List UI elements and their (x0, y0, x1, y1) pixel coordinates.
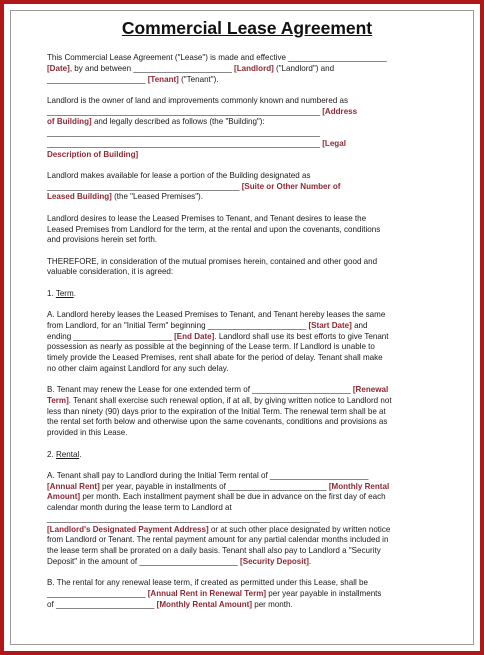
intro-paragraph (47, 53, 447, 85)
date-placeholder: [Date] (47, 63, 70, 73)
suite-placeholder-cont: Leased Building] (47, 192, 112, 202)
end-date-placeholder: [End Date] (174, 331, 215, 341)
intro-line-3: ______________________ [Tenant] ("Tenant"). (47, 74, 219, 84)
intro-line-2: [Date], by and between ______________________ [Landlord] ("Landlord") and (47, 63, 335, 73)
term-paragraph-a: A. Landlord hereby leases the Leased Premises to Tenant, and Tenant hereby leases the same from Landlord, for an "Initial Term" beginning ______________________ [Start Date] and ending ______________________ [End Date]. Landlord shall use its best efforts to give Tenant possession as nearly as possible at the beginning of the Lease term. If Landlord is unable to timely provide the Leased Premises, rent shall abate for the period of delay. Tenant shall make no other claim against Landlord for any such delay. (47, 310, 389, 373)
payment-address-placeholder: [Landlord's Designated Payment Address] (47, 524, 209, 534)
term-paragraph-b: B. Tenant may renew the Lease for one extended term of ______________________ [Renewal Term]. Tenant shall exercise such renewal option, if at all, by giving written notice to Landlord not less than ninety (90) days prior to the expiration of the Initial Term. The renewal term shall be at the rental set forth below and otherwise upon the same covenants, conditions and provisions as provided in this Lease. (47, 385, 392, 438)
address-placeholder: [Address (322, 106, 358, 116)
tenant-placeholder: [Tenant] (147, 74, 179, 84)
security-deposit-placeholder: [Security Deposit] (240, 556, 309, 566)
renewal-rent-placeholder: [Annual Rent in Renewal Term] (147, 588, 267, 598)
legal-description-placeholder-cont: Description of Building] (47, 149, 139, 159)
owner-paragraph: Landlord is the owner of land and improvements commonly known and numbered as _____________________________________________________________ [Address of Building] and legally described as follows (the "Building"): _____________________________________________________________ _____________________________________________________________ [Legal Description of Building] (47, 95, 358, 159)
section-heading-term: 1. Term. (47, 288, 76, 298)
address-placeholder-cont: of Building] (47, 117, 92, 127)
start-date-placeholder: [Start Date] (308, 320, 352, 330)
intro-line-1: This Commercial Lease Agreement ("Lease") is made and effective ______________________ (47, 53, 387, 62)
therefore-paragraph: THEREFORE, in consideration of the mutual promises herein, contained and other good and valuable consideration, it is agreed: (47, 256, 378, 277)
annual-rent-placeholder: [Annual Rent] (47, 481, 100, 491)
suite-placeholder: [Suite or Other Number of (241, 181, 341, 191)
legal-description-placeholder: [Legal (322, 138, 346, 148)
section-heading-rental: 2. Rental. (47, 449, 82, 459)
renewal-term-placeholder-cont: Term] (47, 395, 69, 405)
renewal-term-placeholder: [Renewal (352, 385, 389, 395)
desire-paragraph: Landlord desires to lease the Leased Premises to Tenant, and Tenant desires to lease the Leased Premises from Landlord for the term, at the rental and upon the covenants, conditions and provisions herein set forth. (47, 213, 381, 245)
renewal-monthly-placeholder: [Monthly Rental Amount] (156, 599, 252, 609)
lease-document (47, 18, 447, 621)
monthly-rental-placeholder: [Monthly Rental (328, 481, 390, 491)
available-paragraph: Landlord makes available for lease a portion of the Building designated as ___________________________________________ [Suite or Other Number of Leased Building] (the "Leased Premises"). (47, 170, 341, 202)
rental-paragraph-a: A. Tenant shall pay to Landlord during the Initial Term rental of ______________________ [Annual Rent] per year, payable in installments of ______________________ [Monthly Rental Amount] per month. Each installment payment shall be due in advance on the first day of each calendar month during the lease term to Landlord at _____________________________________________________________ [Landlord's Designated Payment Address] or at such other place designated by written notice from Landlord or Tenant. The rental payment amount for any partial calendar months included in the lease term shall be prorated on a daily basis. Tenant shall also pay to Landlord a "Security Deposit" in the amount of ______________________ [Security Deposit]. (47, 470, 391, 566)
monthly-rental-placeholder-cont: Amount] (47, 492, 81, 502)
rental-paragraph-b: B. The rental for any renewal lease term, if created as permitted under this Lease, shall be ______________________ [Annual Rent in Renewal Term] per year payable in installments of ______________________ [Monthly Rental Amount] per month. (47, 578, 382, 609)
landlord-placeholder: [Landlord] (234, 63, 274, 73)
document-title: Commercial Lease Agreement (121, 18, 373, 38)
